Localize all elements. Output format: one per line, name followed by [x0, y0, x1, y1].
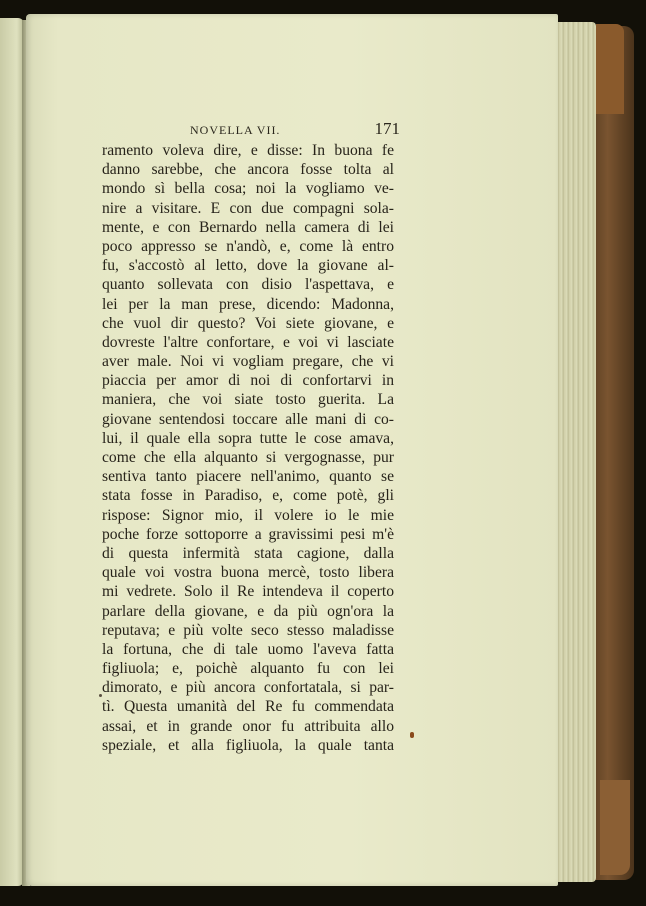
text-line: poco appresso se n'andò, e, come là entro [102, 237, 394, 255]
cover-corner-bottom [600, 780, 630, 875]
text-line: mi vedrete. Solo il Re intendeva il coperto [102, 583, 394, 601]
text-line: la fortuna, che di tale uomo l'aveva fatta [102, 640, 394, 658]
text-line: stata fosse in Paradiso, e, come potè, gli [102, 487, 394, 505]
text-line: di questa infermità stata cagione, dalla [102, 544, 394, 562]
text-line: fu, s'accostò al letto, dove la giovane al- [102, 257, 394, 275]
cover-corner-top [596, 24, 624, 114]
text-line: dovreste l'altre confortare, e voi vi lasciate [102, 333, 394, 351]
text-line: assai, et in grande onor fu attribuita allo [102, 717, 394, 735]
text-line: tì. Questa umanità del Re fu commendata [102, 698, 394, 716]
text-line: maniera, che voi siate tosto guerita. La [102, 391, 394, 409]
text-line: parlare della giovane, e da più ogn'ora la [102, 602, 394, 620]
text-line: quanto sollevata con disio l'aspettava, e [102, 276, 394, 294]
text-line: quale voi vostra buona mercè, tosto libera [102, 564, 394, 582]
text-line: giovane sentendosi toccare alle mani di co- [102, 410, 394, 428]
text-line: come che ella alquanto si vergognasse, pur [102, 449, 394, 466]
header-title: NOVELLA VII. [190, 123, 281, 137]
text-line: reputava; e più volte seco stesso maladisse [102, 621, 394, 639]
text-line: speziale, et alla figliuola, la quale tanta [102, 736, 394, 754]
text-line: figliuola; e, poichè alquanto fu con lei [102, 660, 394, 678]
text-line: dimorato, e più ancora confortatala, si par- [102, 679, 394, 697]
text-line: danno sarebbe, che ancora fosse tolta al [102, 161, 394, 179]
text-line: sentiva tanto piacere nell'animo, quanto se [102, 468, 394, 486]
text-line: poche forze sottoporre a gravissimi pesi m'è [102, 525, 394, 543]
book-cover-edge [590, 26, 634, 880]
ink-dot [99, 694, 102, 697]
ink-spot [410, 732, 414, 738]
text-line: mente, e con Bernardo nella camera di lei [102, 218, 394, 236]
text-line: nire a visitare. E con due compagni sola- [102, 199, 394, 217]
body-text [102, 141, 394, 755]
text-line: ramento voleva dire, e disse: In buona fe [102, 142, 394, 159]
text-line: lei per la man prese, dicendo: Madonna, [102, 295, 394, 313]
text-line: che vuol dir questo? Voi siete giovane, e [102, 314, 394, 332]
page-number: 171 [374, 119, 400, 138]
text-line: mondo sì bella cosa; noi la vogliamo ve- [102, 180, 394, 198]
left-page [0, 18, 24, 886]
text-line: piaccia per amor di noi di confortarvi in [102, 372, 394, 390]
running-header [190, 121, 400, 141]
text-line: aver male. Noi vi vogliam pregare, che vi [102, 353, 394, 371]
text-line: rispose: Signor mio, il volere io le mie [102, 506, 394, 524]
text-line: lui, il quale ella sopra tutte le cose amava, [102, 429, 394, 447]
